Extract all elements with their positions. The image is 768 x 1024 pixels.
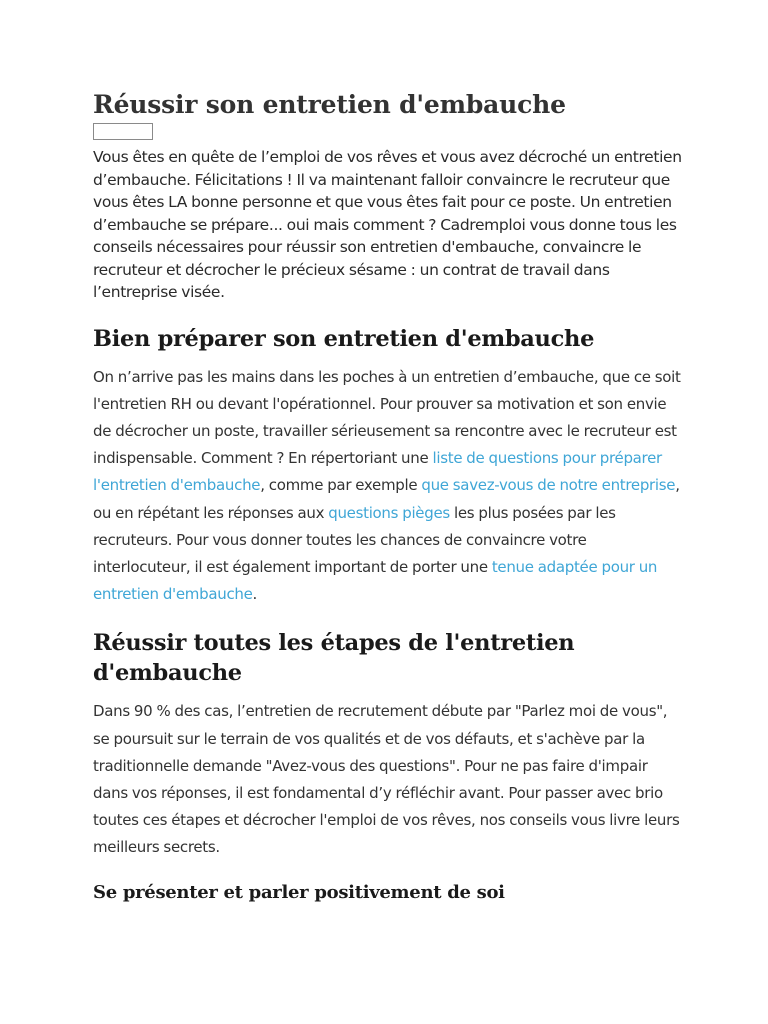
link-know-company[interactable]: que savez-vous de notre entreprise <box>421 476 676 495</box>
paragraph-text: les plus posées par les recruteurs. Pour vous donner toutes les chances de convaincre votre interlocuteur, il est également important de porter une <box>93 503 616 576</box>
page-title: Réussir son entretien d'embauche <box>93 90 566 119</box>
link-interview-outfit[interactable]: tenue adaptée pour un entretien d'embauche <box>93 557 658 604</box>
subsection-heading-introduce-yourself: Se présenter et parler positivement de soi <box>93 881 505 903</box>
paragraph-text: , ou en répétant les réponses aux <box>93 476 680 522</box>
broken-image-placeholder <box>93 123 153 140</box>
paragraph-text: On n’arrive pas les mains dans les poches à un entretien d’embauche, que ce soit l'entretien RH ou devant l'opérationnel. Pour prouver sa motivation et son envie de décrocher un poste, travailler sérieusement sa rencontre avec le recruteur est indispensable. Comment ? En répertoriant une <box>93 367 681 468</box>
link-trick-questions[interactable]: questions pièges <box>328 503 450 522</box>
paragraph-text: , comme par exemple <box>260 476 422 495</box>
section-paragraph-steps: Dans 90 % des cas, l’entretien de recrutement débute par "Parlez moi de vous", se poursuit sur le terrain de vos qualités et de vos défauts, et s'achève par la traditionnelle demande "Avez-vous des questions". Pour ne pas faire d'impair dans vos réponses, il est fondamental d’y réfléchir avant. Pour passer avec brio toutes ces étapes et décrocher l'emploi de vos rêves, nos conseils vous livre leurs meilleurs secrets. <box>93 702 680 857</box>
section-paragraph-preparation <box>93 364 683 609</box>
paragraph-text: . <box>252 585 257 604</box>
section-heading-preparation: Bien préparer son entretien d'embauche <box>93 325 595 352</box>
article <box>93 82 683 906</box>
section-heading-steps: Réussir toutes les étapes de l'entretien d'embauche <box>93 630 575 687</box>
intro-paragraph: Vous êtes en quête de l’emploi de vos rêves et vous avez décroché un entretien d’embauche. Félicitations ! Il va maintenant falloir convaincre le recruteur que vous êtes LA bonne personne et que vous êtes fait pour ce poste. Un entretien d’embauche se prépare... oui mais comment ? Cadremploi vous donne tous les conseils nécessaires pour réussir son entretien d'embauche, convaincre le recruteur et décrocher le précieux sésame : un contrat de travail dans l’entreprise visée. <box>93 148 682 301</box>
link-questions-list[interactable]: liste de questions pour préparer l'entretien d'embauche <box>93 449 662 495</box>
